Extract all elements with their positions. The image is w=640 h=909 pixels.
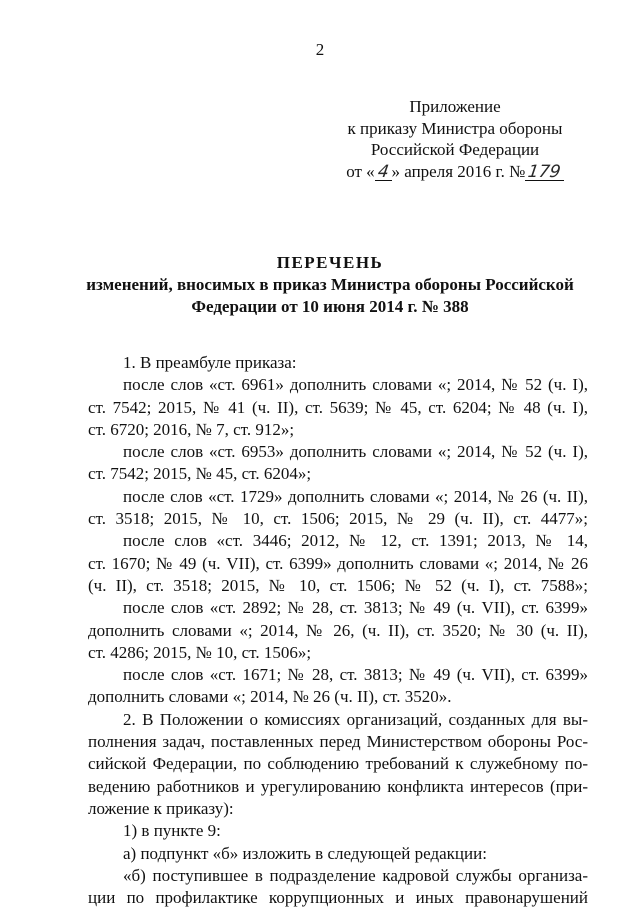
handwritten-number-field <box>525 161 563 182</box>
body-line: после слов «ст. 2892; № 28, ст. 3813; № 49 (ч. VII), ст. 6399» <box>123 598 588 618</box>
body-line: дополнить словами «; 2014, № 26 (ч. II), ст. 3520». <box>88 687 452 707</box>
date-middle: » апреля 2016 г. № <box>391 161 526 181</box>
body-line: 1. В преамбуле приказа: <box>123 353 297 372</box>
body-line: полнения задач, поставленных перед Министерством обороны Рос- <box>88 732 588 752</box>
document-body <box>88 352 588 909</box>
body-line: ст. 7542; 2015, № 45, ст. 6204»; <box>88 464 312 484</box>
body-line: дополнить словами «; 2014, № 26, (ч. II), ст. 3520; № 30 (ч. II), <box>88 620 588 640</box>
body-line: ст. 6720; 2016, № 7, ст. 912»; <box>88 419 295 439</box>
appendix-block <box>330 96 580 182</box>
body-line: после слов «ст. 6961» дополнить словами «; 2014, № 52 (ч. I), <box>123 375 588 395</box>
title-subtitle-line-1: изменений, вносимых в приказ Министра обороны Российской <box>86 275 574 294</box>
appendix-date-line <box>330 161 580 183</box>
body-line: «б) поступившее в подразделение кадровой службы организа- <box>123 865 588 885</box>
body-line: после слов «ст. 1729» дополнить словами «; 2014, № 26 (ч. II), <box>123 486 588 506</box>
date-prefix: от « <box>346 161 375 181</box>
body-line: ст. 7542; 2015, № 41 (ч. II), ст. 5639; № 45, ст. 6204; № 48 (ч. I), <box>88 397 588 417</box>
body-line: ложение к приказу): <box>88 798 234 818</box>
body-line: сийской Федерации, по соблюдению требований к служебному по- <box>88 754 588 774</box>
body-line: ции по профилактике коррупционных и иных правонарушений <box>88 888 588 908</box>
body-line: ст. 1670; № 49 (ч. VII), ст. 6399» дополнить словами «; 2014, № 26 <box>88 553 588 573</box>
appendix-order-ref: к приказу Министра обороны <box>347 118 563 138</box>
body-line: 1) в пункте 9: <box>123 821 221 841</box>
body-line: (ч. II), ст. 3518; 2015, № 10, ст. 1506; № 52 (ч. I), ст. 7588»; <box>88 575 588 595</box>
body-line: после слов «ст. 6953» дополнить словами «; 2014, № 52 (ч. I), <box>123 442 588 462</box>
page-number: 2 <box>315 40 325 59</box>
body-line: ведению работников и урегулированию конфликта интересов (при- <box>88 776 588 796</box>
appendix-country: Российской Федерации <box>370 140 540 159</box>
body-line: после слов «ст. 3446; 2012, № 12, ст. 1391; 2013, № 14, <box>123 531 588 551</box>
appendix-label: Приложение <box>409 97 501 116</box>
handwritten-day: 4 <box>376 161 390 182</box>
body-line: 2. В Положении о комиссиях организаций, созданных для вы- <box>123 709 588 729</box>
body-line: ст. 3518; 2015, № 10, ст. 1506; 2015, № 29 (ч. II), ст. 4477»; <box>88 509 588 529</box>
handwritten-day-field <box>375 161 392 182</box>
body-line: а) подпункт «б» изложить в следующей редакции: <box>123 843 487 863</box>
body-line: ст. 4286; 2015, № 10, ст. 1506»; <box>88 642 312 662</box>
document-title <box>60 252 600 318</box>
body-line: после слов «ст. 1671; № 28, ст. 3813; № 49 (ч. VII), ст. 6399» <box>123 665 588 685</box>
title-heading: ПЕРЕЧЕНЬ <box>276 253 384 272</box>
title-subtitle-line-2: Федерации от 10 июня 2014 г. № 388 <box>191 297 469 316</box>
handwritten-number: 179 <box>526 161 563 182</box>
